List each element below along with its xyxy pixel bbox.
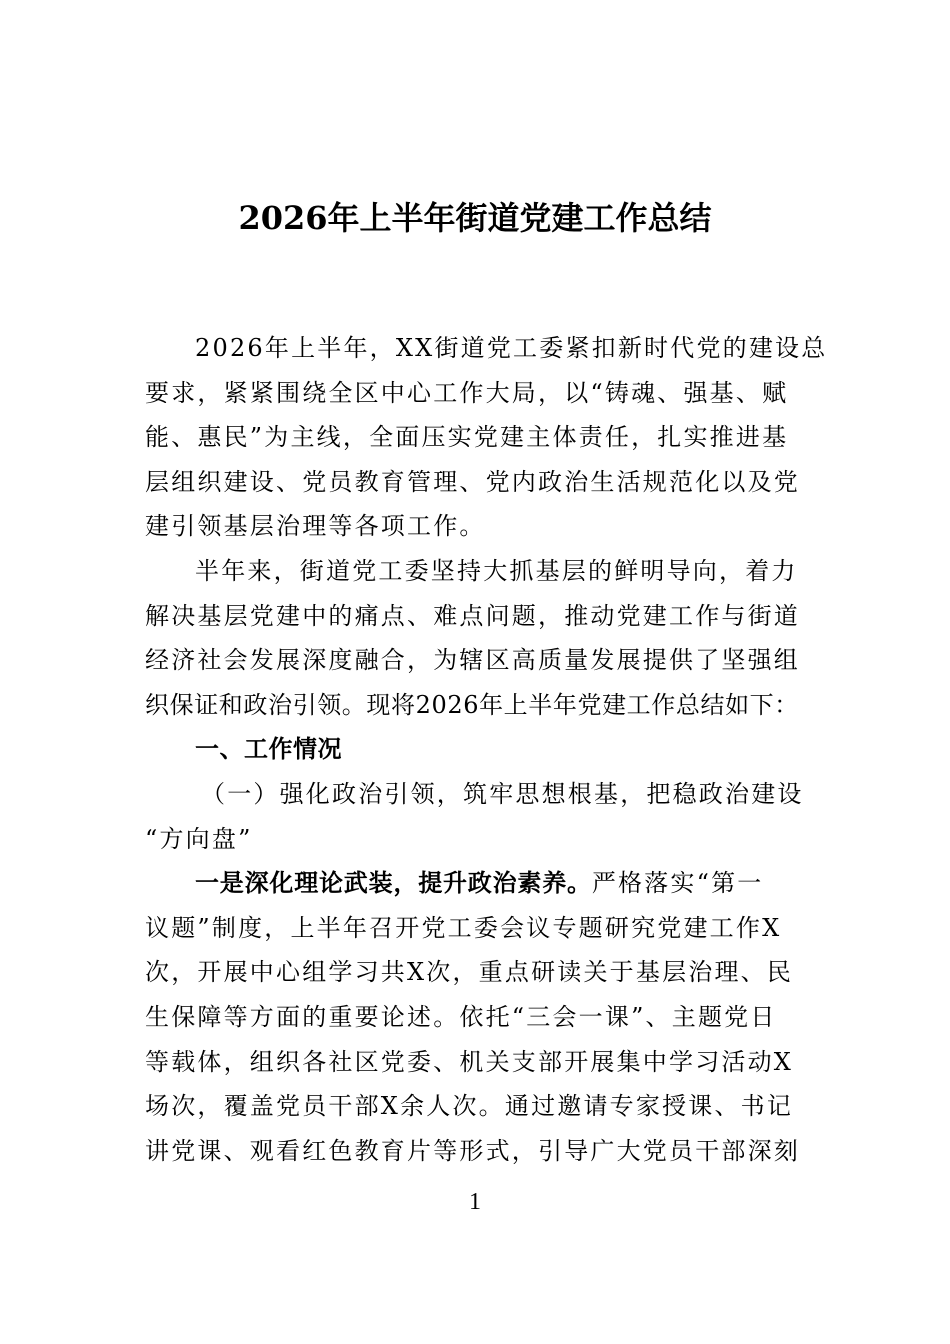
section-heading: 一、工作情况 (195, 734, 342, 764)
paragraph-line: 2026年上半年，XX街道党工委紧扣新时代党的建设总 (195, 334, 828, 362)
paragraph-line: 次，开展中心组学习共X次，重点研读关于基层治理、民 (145, 958, 794, 987)
paragraph-line: 议题”制度，上半年召开党工委会议专题研究党建工作X (145, 913, 782, 942)
paragraph-line: 层组织建设、党员教育管理、党内政治生活规范化以及党 (145, 467, 800, 496)
paragraph-line: 建引领基层治理等各项工作。 (145, 512, 486, 541)
page-number: 1 (469, 1189, 481, 1215)
paragraph-line: 要求，紧紧围绕全区中心工作大局，以“铸魂、强基、赋 (145, 378, 789, 407)
subsection-heading-continued: “方向盘” (145, 824, 253, 853)
subsection-heading: （一）强化政治引领，筑牢思想根基，把稳政治建设 (201, 779, 804, 808)
paragraph-text: 严格落实“第一 (591, 869, 764, 898)
paragraph-line: 场次，覆盖党员干部X余人次。通过邀请专家授课、书记 (145, 1092, 794, 1121)
emphasis-lead: 一是深化理论武装，提升政治素养。 (195, 868, 592, 898)
paragraph-line: 生保障等方面的重要论述。依托“三会一课”、主题党日 (145, 1002, 777, 1031)
paragraph-line (145, 861, 807, 906)
paragraph-line: 解决基层党建中的痛点、难点问题，推动党建工作与街道 (145, 601, 800, 630)
paragraph-line: 讲党课、观看红色教育片等形式，引导广大党员干部深刻 (145, 1136, 800, 1165)
paragraph-line: 半年来，街道党工委坚持大抓基层的鲜明导向，着力 (195, 556, 798, 585)
document-body (145, 326, 828, 1173)
paragraph-line: 等载体，组织各社区党委、机关支部开展集中学习活动X (145, 1047, 794, 1076)
paragraph-line: 经济社会发展深度融合，为辖区高质量发展提供了坚强组 (145, 646, 800, 675)
document-title: 2026年上半年街道党建工作总结 (238, 199, 712, 237)
paragraph-line: 织保证和政治引领。现将2026年上半年党建工作总结如下： (145, 690, 799, 719)
paragraph-line: 能、惠民”为主线，全面压实党建主体责任，扎实推进基 (145, 423, 789, 452)
